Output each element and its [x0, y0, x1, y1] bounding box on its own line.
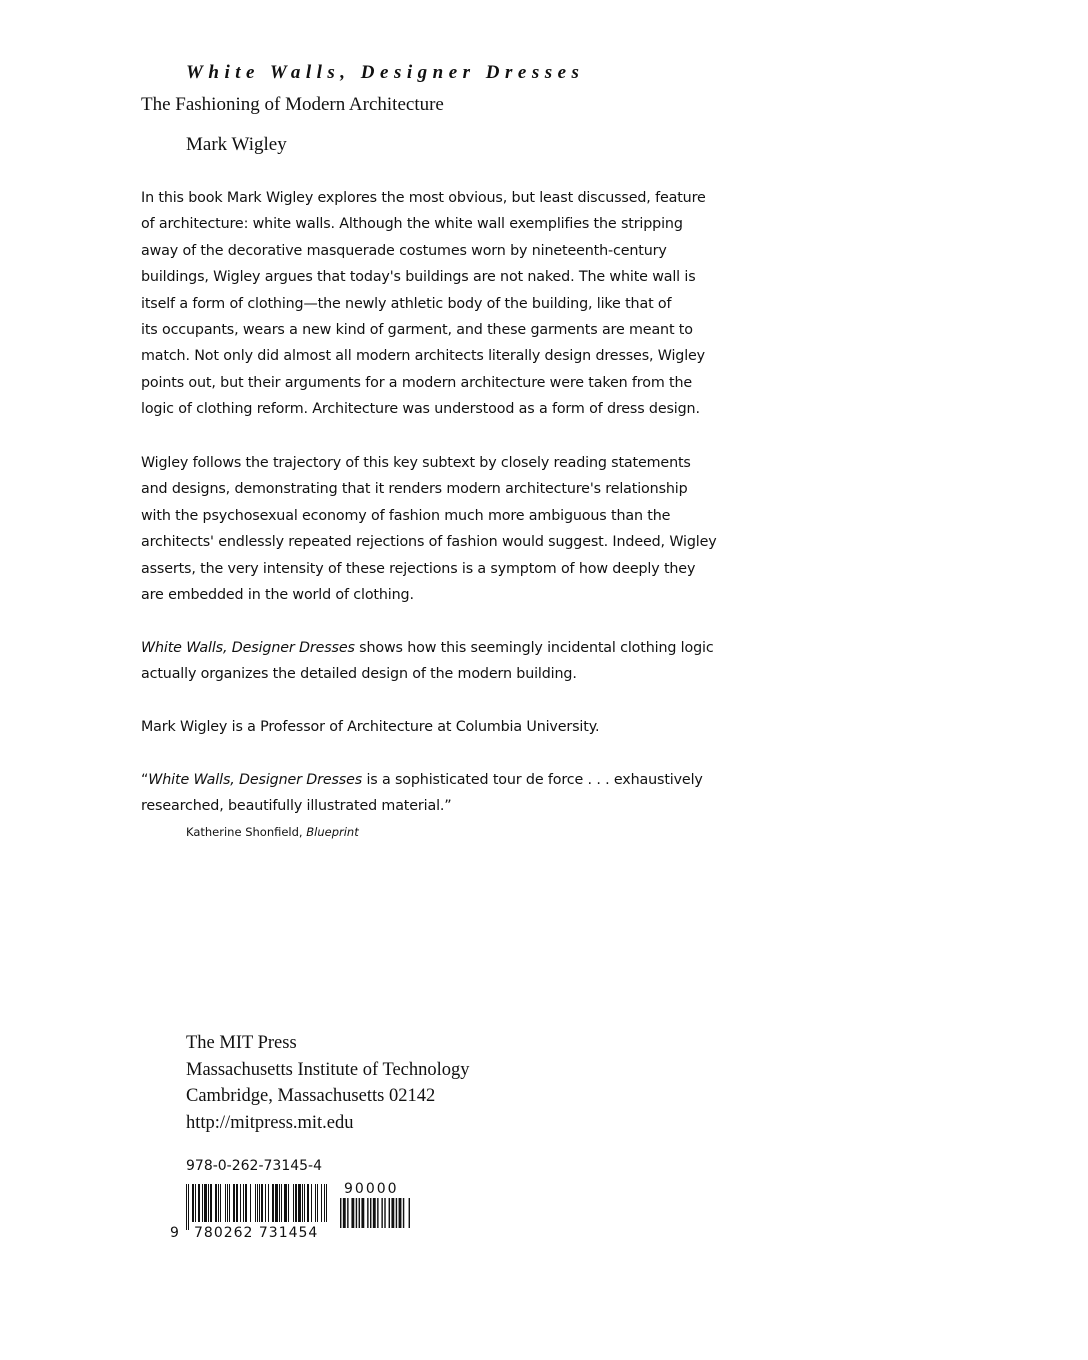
barcode-bar — [255, 1184, 256, 1222]
text-line: logic of clothing reform. Architecture was understood as a form of dress design. — [141, 401, 700, 418]
barcode-bar — [229, 1184, 230, 1222]
barcode-bar — [272, 1184, 274, 1222]
barcode-bar — [295, 1184, 297, 1222]
barcode-bar — [259, 1184, 260, 1222]
barcode-bar — [391, 1198, 394, 1228]
barcode-bar — [302, 1184, 303, 1222]
price-barcode — [340, 1198, 410, 1228]
book-title: White Walls, Designer Dresses — [186, 62, 585, 83]
barcode-bar — [261, 1184, 263, 1222]
barcode-bar — [204, 1184, 207, 1222]
review-quote — [141, 767, 701, 820]
text-line: actually organizes the detailed design of the modern building. — [141, 666, 577, 683]
barcode-bar — [208, 1184, 209, 1222]
isbn-number: 978-0-262-73145-4 — [186, 1158, 323, 1174]
barcode-bar — [367, 1198, 368, 1228]
barcode-bar — [298, 1184, 301, 1222]
barcode-bar — [326, 1184, 327, 1222]
barcode-bar — [218, 1184, 219, 1222]
barcode-addon-digits: 90000 — [344, 1181, 399, 1197]
barcode-bar — [233, 1184, 235, 1222]
barcode-bar — [351, 1198, 354, 1228]
book-subtitle: The Fashioning of Modern Architecture — [141, 94, 444, 115]
barcode-bar — [384, 1198, 385, 1228]
text-line: buildings, Wigley argues that today's buildings are not naked. The white wall is — [141, 269, 696, 286]
text-line: Wigley follows the trajectory of this key subtext by closely reading statements — [141, 455, 691, 471]
barcode-bar — [347, 1198, 348, 1228]
barcode-bar — [265, 1184, 266, 1222]
text-line: asserts, the very intensity of these rejections is a symptom of how deeply they — [141, 560, 696, 577]
barcode-bar — [317, 1184, 318, 1222]
text-line: away of the decorative masquerade costumes worn by nineteenth-century — [141, 242, 667, 259]
book-title-italic: White Walls, Designer Dresses — [148, 772, 363, 788]
barcode-bar — [311, 1184, 312, 1222]
text-line: are embedded in the world of clothing. — [141, 587, 414, 604]
barcode-bar — [198, 1184, 200, 1222]
barcode-bar — [399, 1198, 402, 1228]
barcode-bar — [284, 1184, 287, 1222]
text-line: and designs, demonstrating that it renders modern architecture's relationship — [141, 481, 688, 498]
barcode-bar — [215, 1184, 217, 1222]
barcode-bar — [356, 1198, 357, 1228]
reviewer-name: Katherine Shonfield, — [186, 825, 307, 839]
text-line: its occupants, wears a new kind of garment, and these garments are meant to — [141, 322, 693, 339]
barcode-digits: 780262 731454 — [194, 1225, 319, 1241]
barcode-bar — [373, 1198, 376, 1228]
barcode-bar — [250, 1184, 251, 1222]
barcode-bar — [359, 1198, 360, 1228]
text-segment: shows how this seemingly incidental clothing logic — [354, 640, 714, 656]
author-bio — [141, 714, 701, 740]
publisher-url: http://mitpress.mit.edu — [186, 1112, 354, 1133]
text-line: match. Not only did almost all modern architects literally design dresses, Wigley — [141, 348, 705, 365]
text-line: of architecture: white walls. Although the white wall exemplifies the stripping — [141, 216, 683, 233]
text-line — [141, 635, 714, 661]
barcode-bar — [340, 1198, 341, 1228]
barcode-bar — [343, 1198, 346, 1228]
text-segment: is a sophisticated tour de force . . . exhaustively — [362, 772, 703, 788]
text-line: itself a form of clothing—the newly athletic body of the building, like that of — [141, 295, 672, 312]
barcode-bar — [186, 1184, 187, 1230]
barcode-bar — [409, 1198, 410, 1228]
barcode-bar — [321, 1184, 322, 1222]
open-quote: “ — [141, 772, 149, 788]
text-line — [141, 767, 701, 793]
publication-name: Blueprint — [306, 825, 359, 839]
barcode-bar — [403, 1198, 404, 1228]
text-line: Mark Wigley is a Professor of Architecture at Columbia University. — [141, 719, 600, 735]
barcode-bar — [288, 1184, 289, 1222]
barcode-bar — [370, 1198, 371, 1228]
description-paragraph-2 — [141, 450, 717, 608]
barcode-bar — [243, 1184, 244, 1222]
barcode-bar — [293, 1184, 294, 1222]
publisher-city: Cambridge, Massachusetts 02142 — [186, 1086, 436, 1106]
barcode-bar — [245, 1184, 247, 1222]
barcode-bar — [396, 1198, 397, 1228]
barcode-bar — [304, 1184, 305, 1222]
barcode-bar — [281, 1184, 282, 1222]
description-paragraph-3 — [141, 635, 714, 688]
publisher-name: The MIT Press — [186, 1033, 297, 1053]
barcode-bar — [202, 1184, 203, 1222]
barcode-bar — [275, 1184, 278, 1222]
text-line: researched, beautifully illustrated material.” — [141, 798, 452, 815]
barcode-prefix-digit: 9 — [170, 1225, 179, 1241]
barcode-bar — [195, 1184, 196, 1222]
barcode-bar — [240, 1184, 241, 1222]
barcode-bar — [324, 1184, 325, 1222]
text-line: with the psychosexual economy of fashion much more ambiguous than the — [141, 507, 671, 524]
barcode-bar — [389, 1198, 390, 1228]
barcode-bar — [315, 1184, 316, 1222]
book-author: Mark Wigley — [186, 134, 287, 155]
description-paragraph-1 — [141, 185, 706, 423]
barcode-bar — [268, 1184, 269, 1222]
barcode-bar — [188, 1184, 189, 1230]
publisher-institute: Massachusetts Institute of Technology — [186, 1059, 470, 1080]
barcode-bar — [220, 1184, 221, 1222]
barcode-bar — [381, 1198, 382, 1228]
barcode-bar — [192, 1184, 194, 1222]
text-line: In this book Mark Wigley explores the most obvious, but least discussed, feature — [141, 190, 706, 206]
book-title-italic: White Walls, Designer Dresses — [141, 640, 355, 656]
barcode-bar — [236, 1184, 238, 1222]
barcode-bar — [227, 1184, 228, 1222]
text-line: architects' endlessly repeated rejections of fashion would suggest. Indeed, Wigley — [141, 534, 717, 551]
barcode-bar — [210, 1184, 212, 1222]
barcode-bar — [279, 1184, 280, 1222]
quote-attribution — [186, 825, 359, 839]
barcode-bar — [307, 1184, 309, 1222]
publisher-block — [186, 1030, 470, 1136]
barcode-bar — [361, 1198, 364, 1228]
barcode-bar — [257, 1184, 258, 1222]
barcode-bar — [225, 1184, 226, 1222]
isbn-barcode — [186, 1184, 328, 1230]
text-line: points out, but their arguments for a modern architecture were taken from the — [141, 374, 693, 391]
barcode-bar — [377, 1198, 378, 1228]
